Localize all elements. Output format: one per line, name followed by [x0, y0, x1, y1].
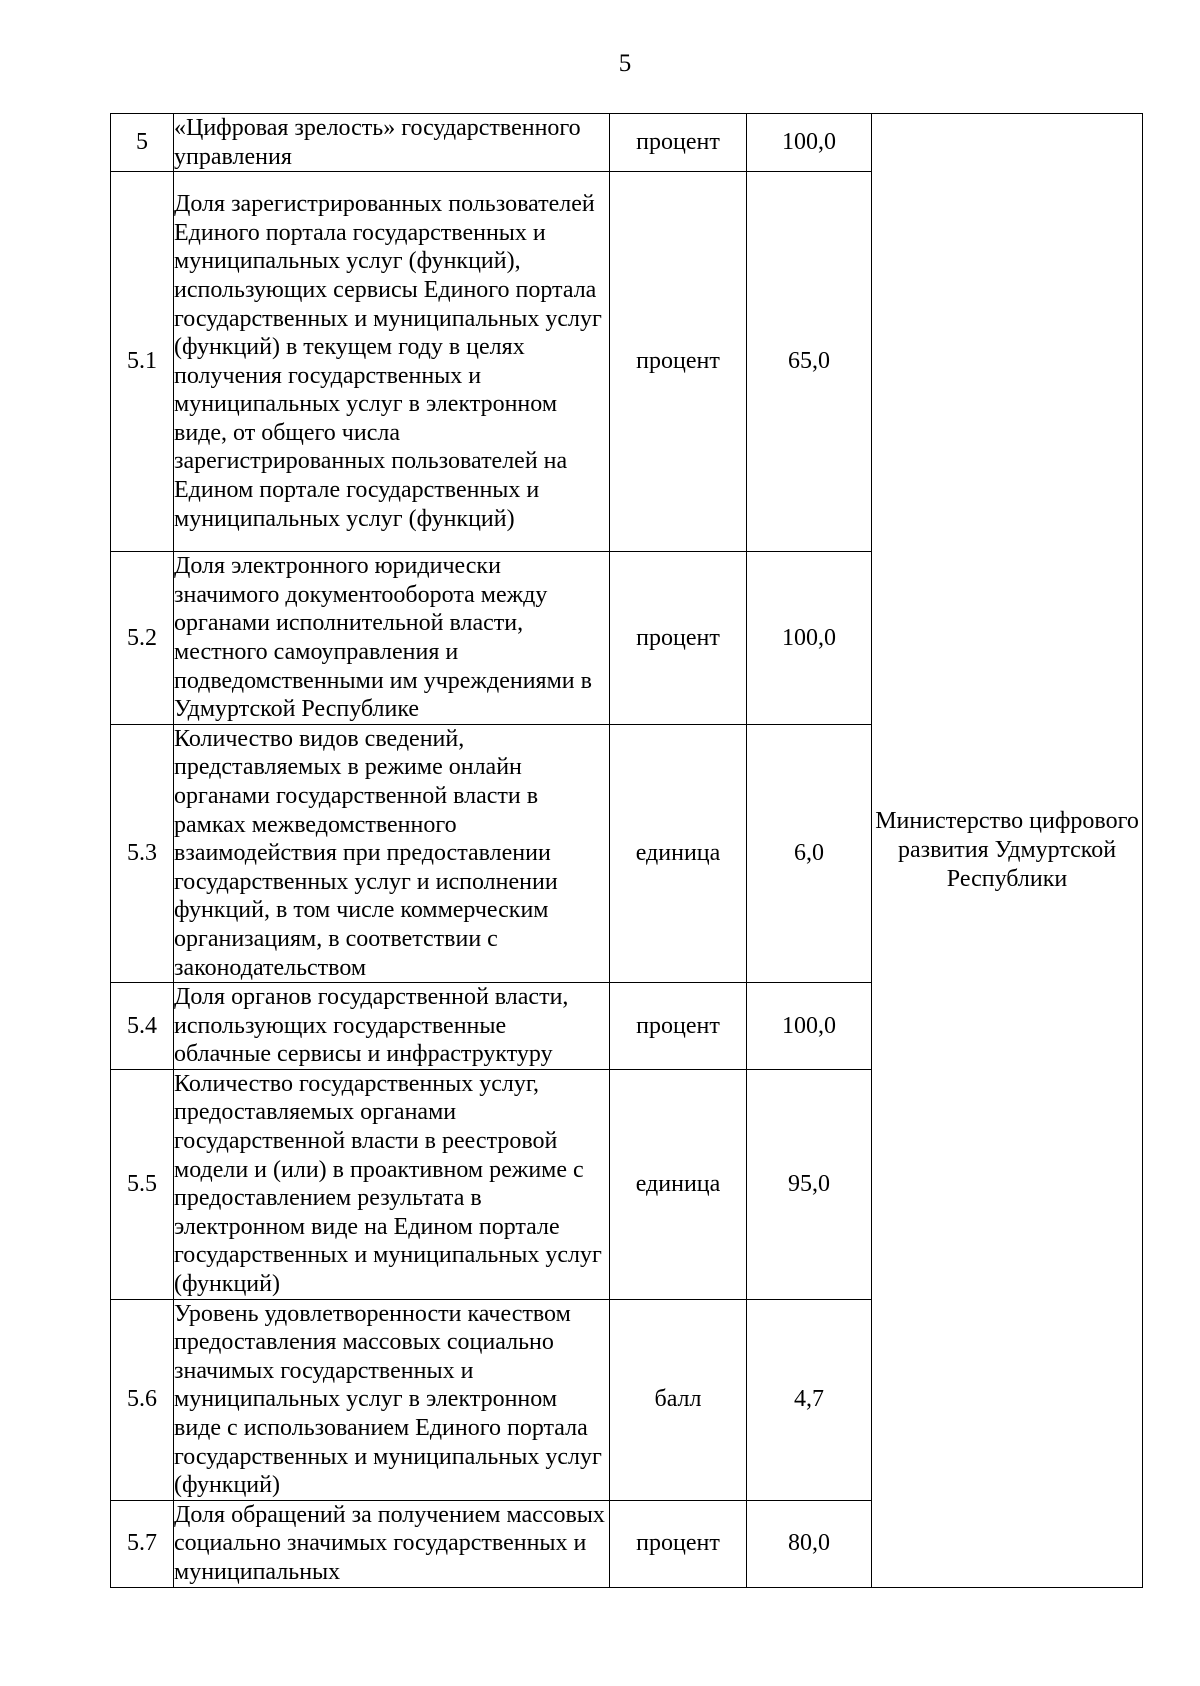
row-number: 5.1	[111, 172, 174, 552]
row-number: 5.3	[111, 724, 174, 982]
indicator-value: 6,0	[747, 724, 872, 982]
row-number: 5.7	[111, 1500, 174, 1587]
indicator-value: 4,7	[747, 1299, 872, 1500]
indicator-value: 100,0	[747, 114, 872, 172]
unit-of-measure: процент	[610, 172, 747, 552]
indicator-value: 65,0	[747, 172, 872, 552]
unit-of-measure: процент	[610, 552, 747, 725]
indicator-name: Доля органов государственной власти, использующих государственные облачные сервисы и инфраструктуру	[174, 983, 610, 1070]
row-number: 5.5	[111, 1069, 174, 1299]
unit-of-measure: балл	[610, 1299, 747, 1500]
unit-of-measure: процент	[610, 983, 747, 1070]
indicator-value: 95,0	[747, 1069, 872, 1299]
table-row	[111, 114, 1143, 172]
row-number: 5	[111, 114, 174, 172]
indicator-value: 80,0	[747, 1500, 872, 1587]
indicator-name: Доля зарегистрированных пользователей Единого портала государственных и муниципальных услуг (функций), использующих сервисы Единого портала государственных и муниципальных услуг (функций) в текущем году в целях получения государственных и муниципальных услуг в электронном виде, от общего числа зарегистрированных пользователей на Едином портале государственных и муниципальных услуг (функций)	[174, 172, 610, 552]
row-number: 5.2	[111, 552, 174, 725]
unit-of-measure: процент	[610, 1500, 747, 1587]
row-number: 5.6	[111, 1299, 174, 1500]
indicator-name: Количество видов сведений, представляемых в режиме онлайн органами государственной власти в рамках межведомственного взаимодействия при предоставлении государственных услуг и исполнении функций, в том числе коммерческим организациям, в соответствии с законодательством	[174, 724, 610, 982]
unit-of-measure: единица	[610, 724, 747, 982]
indicator-value: 100,0	[747, 552, 872, 725]
indicator-name: Уровень удовлетворенности качеством предоставления массовых социально значимых государственных и муниципальных услуг в электронном виде с использованием Единого портала государственных и муниципальных услуг (функций)	[174, 1299, 610, 1500]
indicator-name: Доля обращений за получением массовых социально значимых государственных и муниципальных	[174, 1500, 610, 1587]
indicator-name: Количество государственных услуг, предоставляемых органами государственной власти в реестровой модели и (или) в проактивном режиме с предоставлением результата в электронном виде на Едином портале государственных и муниципальных услуг (функций)	[174, 1069, 610, 1299]
unit-of-measure: единица	[610, 1069, 747, 1299]
indicators-table	[110, 113, 1143, 1588]
indicator-name: Доля электронного юридически значимого документооборота между органами исполнительной власти, местного самоуправления и подведомственными им учреждениями в Удмуртской Республике	[174, 552, 610, 725]
row-number: 5.4	[111, 983, 174, 1070]
unit-of-measure: процент	[610, 114, 747, 172]
indicator-value: 100,0	[747, 983, 872, 1070]
indicator-name: «Цифровая зрелость» государственного управления	[174, 114, 610, 172]
responsible-body: Министерство цифрового развития Удмуртской Республики	[872, 114, 1143, 1588]
page-number: 5	[618, 50, 632, 77]
